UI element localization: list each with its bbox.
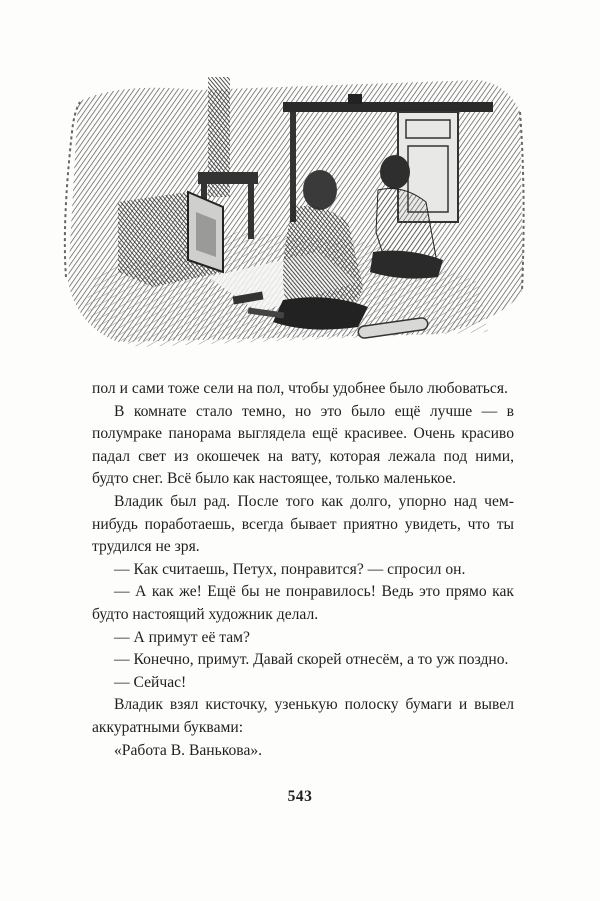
desk-leg [290,112,296,222]
paragraph: Владик был рад. После того как долго, упорно над чем-нибудь поработаешь, всегда бывает приятно увидеть, что ты трудился не зря. [92,492,514,556]
paragraph: Владик взял кисточку, узенькую полоску бумаги и вывел аккуратными буквами: [92,696,514,736]
dialogue-line: — Сейчас! [114,673,187,691]
dialogue-line: — Конечно, примут. Давай скорей отнесём, а то уж поздно. [114,651,509,669]
body-text [92,378,514,762]
boy-head [303,170,337,210]
book-illustration [58,72,526,362]
boy-head [380,155,410,189]
dialogue-line: — Как считаешь, Петух, понравится? — спросил он. [114,560,466,578]
desk-top [283,102,493,112]
page-number: 543 [287,788,313,805]
paragraph: В комнате стало темно, но это было ещё лучше — в полумраке панорама выглядела ещё красивее. Очень красиво падал свет из окошечек на вату, которая лежала под ними, будто снег. Всё было как настоящее, только маленькое. [92,402,514,488]
dialogue-line: — А как же! Ещё бы не понравилось! Ведь это прямо как будто настоящий художник делал. [92,583,514,623]
paragraph: пол и сами тоже сели на пол, чтобы удобнее было любоваться. [92,380,508,397]
chair-seat [198,172,258,184]
chair-leg [248,184,254,239]
illustration-drawing [58,72,526,362]
desk-object [348,94,362,104]
dialogue-line: — А примут её там? [114,628,250,646]
paragraph: «Работа В. Ванькова». [114,741,263,759]
